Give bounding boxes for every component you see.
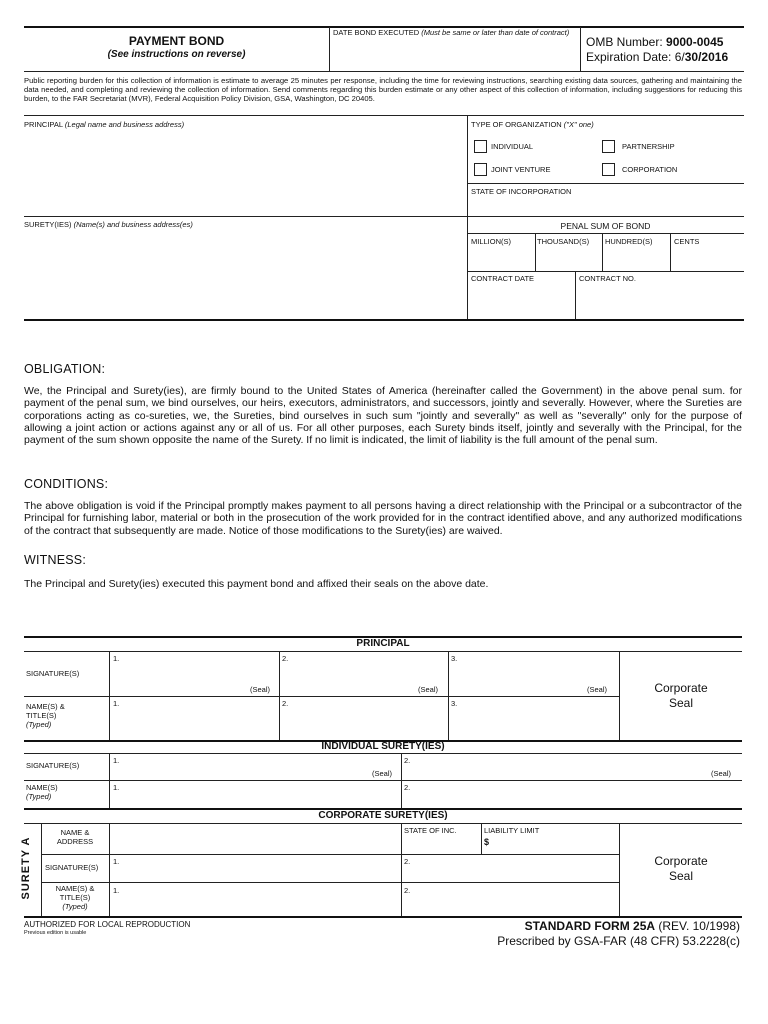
date-executed-note: (Must be same or later than date of contract) [421,28,570,37]
surety-a-side-label: SURETY A [20,836,32,900]
individual-seal-1: (Seal) [372,769,393,778]
corporate-name-1[interactable]: 1. [113,886,120,895]
witness-text: The Principal and Surety(ies) executed this payment bond and affixed their seals on the above date. [24,578,489,590]
state-incorporation-field[interactable]: STATE OF INCORPORATION [471,187,572,196]
corporate-sig-2[interactable]: 2. [404,857,411,866]
surety-label: SURETY(IES) [24,220,72,229]
individual-signatures-label: SIGNATURE(S) [26,761,80,770]
principal-corporate-seal[interactable]: Corporate Seal [654,681,708,710]
corporate-liability-limit-label: LIABILITY LIMIT [484,826,540,835]
surety-note: (Name(s) and business address(es) [73,220,193,229]
checkbox-corporation[interactable] [602,163,615,176]
principal-field[interactable] [24,120,184,129]
corporate-names-label: NAME(S) & TITLE(S) (Typed) [55,884,95,911]
form-subtitle: (See instructions on reverse) [107,49,246,60]
witness-heading: WITNESS: [24,553,87,567]
burden-notice: Public reporting burden for this collection of information is estimate to average 25 minutes per response, including the time for reviewing instructions, searching existing data sources, gathering and maintaining the data needed, and completing and reviewing the collection of information. Send comments regarding this burden estimate or any other aspect of this collection of information, including suggestions for reducing this burden, to the FAR Secretariat (MVR), Federal Acquisition Policy Division, GSA, Washington, DC 20405. [24,76,742,104]
individual-name-1[interactable]: 1. [113,783,120,792]
form-title: PAYMENT BOND [128,34,225,48]
individual-name-2[interactable]: 2. [404,783,411,792]
principal-section-heading: PRINCIPAL [356,638,410,649]
omb-number: OMB Number: 9000-0045 [586,35,724,49]
contract-date-field[interactable]: CONTRACT DATE [471,274,535,283]
conditions-heading: CONDITIONS: [24,477,109,491]
corporate-corporate-seal[interactable]: Corporate Seal [654,854,708,883]
date-executed-label: DATE BOND EXECUTED [333,28,420,37]
form-number: STANDARD FORM 25A (REV. 10/1998) [524,919,740,933]
org-type-label: TYPE OF ORGANIZATION ("X" one) [471,120,594,129]
surety-field[interactable] [24,220,193,229]
corporate-liability-limit-field[interactable]: $ [484,837,490,847]
principal-signatures-label: SIGNATURE(S) [26,669,80,678]
checkbox-joint-venture[interactable] [474,163,487,176]
individual-sig-2[interactable]: 2. [404,756,411,765]
principal-seal-1: (Seal) [250,685,271,694]
thousands-field[interactable]: THOUSAND(S) [537,237,590,246]
principal-names-label: NAME(S) & TITLE(S) (Typed) [26,702,65,729]
authorized-reproduction: AUTHORIZED FOR LOCAL REPRODUCTION [24,920,191,929]
corporate-state-inc-field[interactable]: STATE OF INC. [404,826,457,835]
label-individual: INDIVIDUAL [491,142,534,151]
checkbox-partnership[interactable] [602,140,615,153]
cents-field[interactable]: CENTS [674,237,700,246]
principal-sig-3[interactable]: 3. [451,654,458,663]
principal-note: (Legal name and business address) [64,120,185,129]
penal-sum-label: PENAL SUM OF BOND [560,221,651,231]
principal-name-2[interactable]: 2. [282,699,289,708]
principal-name-1[interactable]: 1. [113,699,120,708]
principal-seal-2: (Seal) [418,685,439,694]
principal-sig-1[interactable]: 1. [113,654,120,663]
obligation-heading: OBLIGATION: [24,362,106,376]
corporate-sig-1[interactable]: 1. [113,857,120,866]
principal-seal-3: (Seal) [587,685,608,694]
obligation-text: We, the Principal and Surety(ies), are firmly bound to the United States of America (hereinafter called the Government) in the above penal sum. for payment of the penal sum, we bind ourselves, our heirs, executors, administrators, and successors, jointly and severally. However, where the Sureties are corporations acting as co-sureties, we, the Sureties, bind ourselves in such sum "jointly and severally" as well as "severally" only for the purpose of allowing a joint action or actions against any or all of us. For all other purposes, each Surety binds itself, jointly and severally with the Principal, for the payment of the sum shown opposite the name of the Surety. If no limit is indicated, the limit of liability is the full amount of the penal sum. [24,385,742,447]
principal-label: PRINCIPAL [24,120,63,129]
conditions-text: The above obligation is void if the Principal promptly makes payment to all persons having a direct relationship with the Principal or a subcontractor of the Principal for furnishing labor, material or both in the prosecution of the work provided for in the contract identified above, and any authorized modifications of the contract that subsequently are made. Notice of those modifications to the Surety(ies) are waived. [24,500,742,537]
label-joint-venture: JOINT VENTURE [491,165,551,174]
contract-no-field[interactable]: CONTRACT NO. [579,274,636,283]
individual-seal-2: (Seal) [711,769,732,778]
hundreds-field[interactable]: HUNDRED(S) [605,237,653,246]
millions-field[interactable]: MILLION(S) [471,237,512,246]
label-corporation: CORPORATION [622,165,678,174]
individual-names-label: NAME(S) (Typed) [26,783,58,801]
expiration-date: Expiration Date: 6/30/2016 [586,50,729,64]
previous-edition-note: Previous edition is usable [24,930,87,936]
date-executed-field[interactable] [333,28,578,37]
corporate-name-2[interactable]: 2. [404,886,411,895]
corporate-name-address-label: NAME & ADDRESS [56,828,94,846]
corporate-signatures-label: SIGNATURE(S) [45,863,99,872]
corporate-section-heading: CORPORATE SURETY(IES) [318,810,448,821]
individual-section-heading: INDIVIDUAL SURETY(IES) [321,741,445,752]
principal-sig-2[interactable]: 2. [282,654,289,663]
label-partnership: PARTNERSHIP [622,142,675,151]
checkbox-individual[interactable] [474,140,487,153]
prescribed-by: Prescribed by GSA-FAR (48 CFR) 53.2228(c) [497,934,740,948]
principal-name-3[interactable]: 3. [451,699,458,708]
individual-sig-1[interactable]: 1. [113,756,120,765]
